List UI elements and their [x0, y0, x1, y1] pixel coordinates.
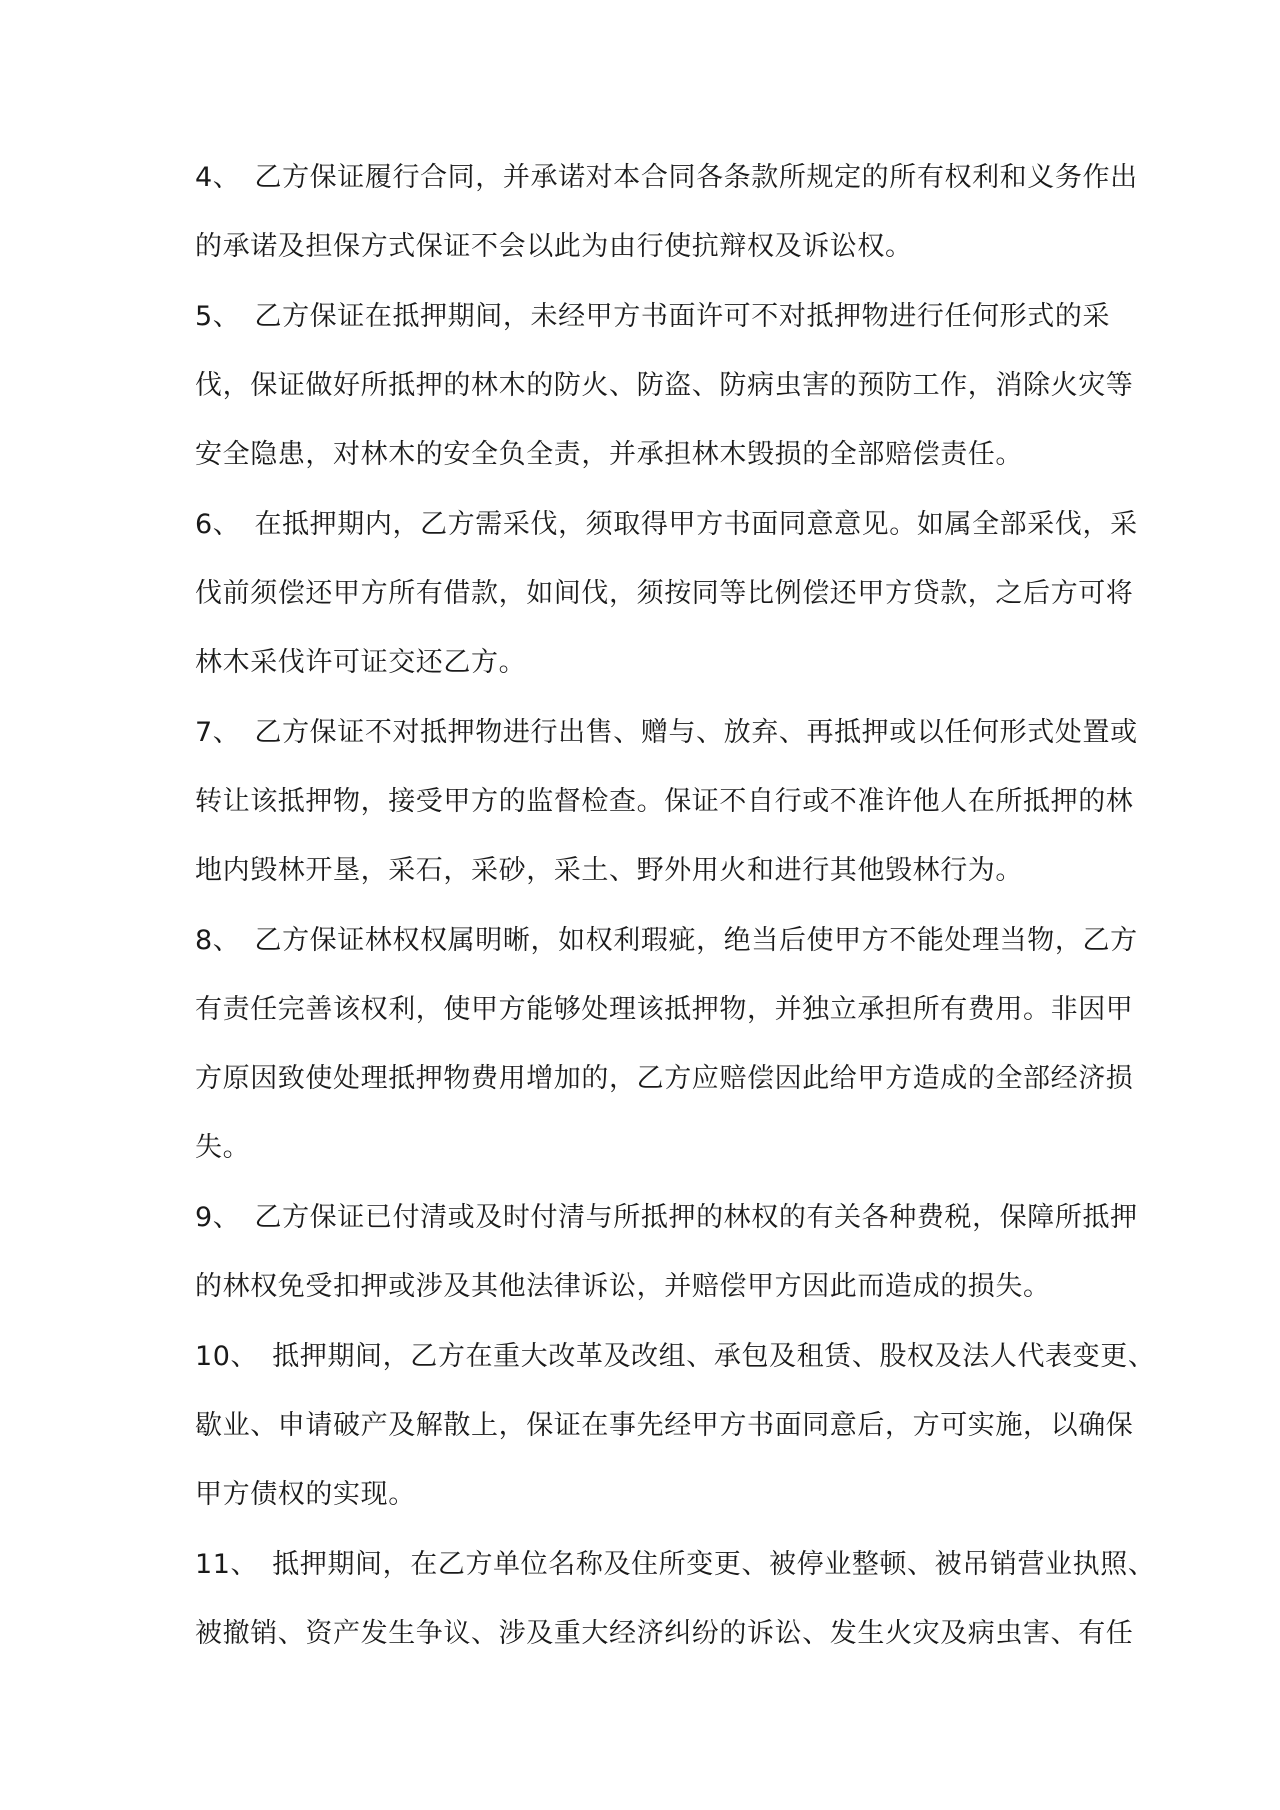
clause-line: 9、 乙方保证已付清或及时付清与所抵押的林权的有关各种费税，保障所抵押 — [195, 1202, 1138, 1233]
clause-line: 安全隐患，对林木的安全负全责，并承担林木毁损的全部赔偿责任。 — [195, 439, 1023, 470]
clause-10 — [195, 1337, 1156, 1515]
clause-line: 的承诺及担保方式保证不会以此为由行使抗辩权及诉讼权。 — [195, 231, 913, 262]
clause-line: 7、 乙方保证不对抵押物进行出售、赠与、放弃、再抵押或以任何形式处置或 — [195, 717, 1138, 748]
clause-line: 歇业、申请破产及解散上，保证在事先经甲方书面同意后，方可实施，以确保 — [195, 1410, 1134, 1441]
clause-line: 失。 — [195, 1132, 251, 1163]
clause-line: 伐前须偿还甲方所有借款，如间伐，须按同等比例偿还甲方贷款，之后方可将 — [195, 578, 1134, 609]
clause-line: 的林权免受扣押或涉及其他法律诉讼，并赔偿甲方因此而造成的损失。 — [195, 1271, 1051, 1302]
clause-line: 被撤销、资产发生争议、涉及重大经济纠纷的诉讼、发生火灾及病虫害、有任 — [195, 1618, 1134, 1649]
document-page — [195, 158, 1156, 1684]
clause-line: 伐，保证做好所抵押的林木的防火、防盗、防病虫害的预防工作，消除火灾等 — [195, 370, 1134, 401]
clause-line: 方原因致使处理抵押物费用增加的，乙方应赔偿因此给甲方造成的全部经济损 — [195, 1063, 1134, 1094]
clause-line: 11、 抵押期间，在乙方单位名称及住所变更、被停业整顿、被吊销营业执照、 — [195, 1549, 1156, 1580]
clause-5 — [195, 297, 1134, 475]
clause-11 — [195, 1545, 1156, 1654]
clause-9 — [195, 1198, 1138, 1307]
clause-line: 有责任完善该权利，使甲方能够处理该抵押物，并独立承担所有费用。非因甲 — [195, 994, 1134, 1025]
clause-6 — [195, 505, 1138, 683]
clause-line: 转让该抵押物，接受甲方的监督检查。保证不自行或不准许他人在所抵押的林 — [195, 786, 1134, 817]
clause-line: 6、 在抵押期内，乙方需采伐，须取得甲方书面同意意见。如属全部采伐，采 — [195, 509, 1138, 540]
clause-line: 8、 乙方保证林权权属明晰，如权利瑕疵，绝当后使甲方不能处理当物，乙方 — [195, 925, 1138, 956]
clause-line: 甲方债权的实现。 — [195, 1479, 416, 1510]
clause-line: 5、 乙方保证在抵押期间，未经甲方书面许可不对抵押物进行任何形式的采 — [195, 301, 1111, 332]
clause-line: 林木采伐许可证交还乙方。 — [195, 647, 527, 678]
clause-4 — [195, 158, 1138, 267]
clause-line: 10、 抵押期间，乙方在重大改革及改组、承包及租赁、股权及法人代表变更、 — [195, 1341, 1156, 1372]
clause-line: 地内毁林开垦，采石，采砂，采土、野外用火和进行其他毁林行为。 — [195, 855, 1023, 886]
clause-line: 4、 乙方保证履行合同，并承诺对本合同各条款所规定的所有权利和义务作出 — [195, 162, 1138, 193]
clause-7 — [195, 713, 1138, 891]
clause-8 — [195, 921, 1138, 1168]
